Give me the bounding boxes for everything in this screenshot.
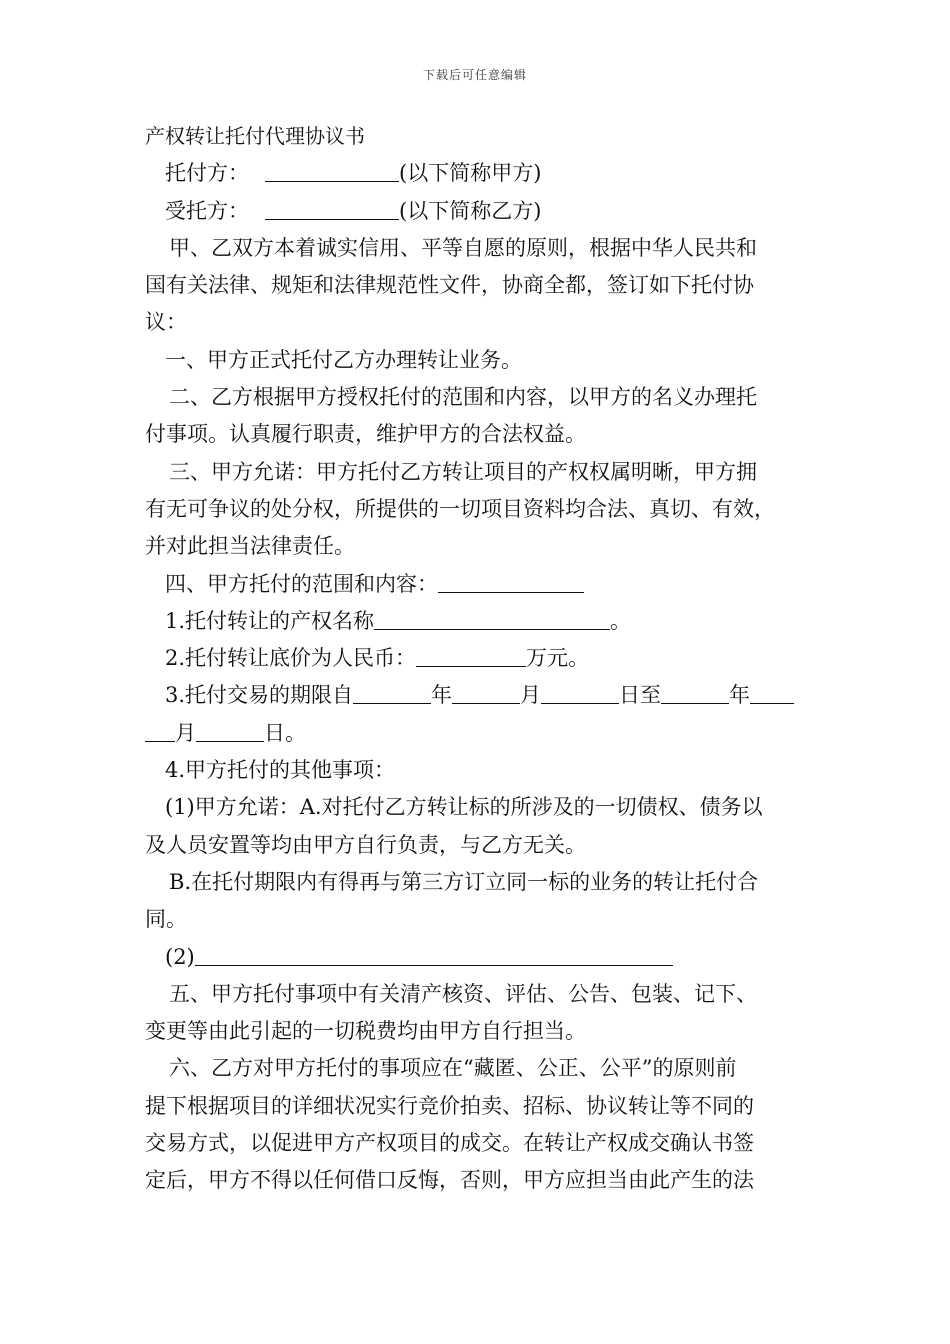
party-a-line — [145, 155, 835, 192]
day-2-label: 日。 — [264, 720, 306, 745]
sub-2-blank — [195, 943, 673, 966]
item-2-blank — [416, 644, 526, 667]
year-label: 年 — [431, 683, 453, 708]
item-2-end: 万元。 — [526, 646, 590, 671]
month-2-blank-end — [145, 719, 175, 742]
sub-1b-line: 同。 — [145, 907, 187, 932]
clause-6-line: 定后，甲方不得以任何借口反悔，否则，甲方应担当由此产生的法 — [145, 1168, 754, 1193]
month-label: 月 — [520, 683, 542, 708]
clause-6-line: 提下根据项目的详细状况实行竞价拍卖、招标、协议转让等不同的 — [145, 1093, 754, 1118]
sub-2-line — [145, 939, 835, 976]
sub-2-label: (2) — [165, 944, 195, 969]
item-1-label: 1.托付转让的产权名称 — [165, 608, 375, 633]
item-2-line — [145, 640, 835, 677]
item-4: 4.甲方托付的其他事项： — [165, 758, 396, 783]
clause-3-line: 并对此担当法律责任。 — [145, 534, 355, 559]
day-blank — [541, 681, 619, 704]
clause-5-line: 五、甲方托付事项中有关清产核资、评估、公告、包装、记下、 — [169, 981, 757, 1006]
party-b-suffix: (以下简称乙方) — [399, 198, 542, 223]
document-body — [145, 118, 835, 1200]
intro-line: 议： — [145, 310, 187, 335]
clause-2-line: 付事项。认真履行职责，维护甲方的合法权益。 — [145, 422, 586, 447]
item-1-blank — [374, 607, 610, 630]
day-2-blank — [196, 719, 264, 742]
month-2-blank-start — [750, 681, 794, 704]
header-note: 下载后可任意编辑 — [422, 68, 527, 82]
item-3-line — [145, 677, 835, 714]
clause-4-label: 四、甲方托付的范围和内容： — [165, 571, 438, 596]
clause-4-line — [145, 566, 835, 603]
party-b-line — [145, 193, 835, 230]
clause-6-line: 六、乙方对甲方托付的事项应在“藏匿、公正、公平”的原则前 — [169, 1056, 737, 1081]
month-blank — [452, 681, 520, 704]
intro-line: 甲、乙双方本着诚实信用、平等自愿的原则，根据中华人民共和 — [169, 235, 757, 260]
item-2-label: 2.托付转让底价为人民币： — [165, 646, 417, 671]
clause-5-line: 变更等由此引起的一切税费均由甲方自行担当。 — [145, 1019, 586, 1044]
clause-4-blank — [438, 570, 584, 593]
clause-1: 一、甲方正式托付乙方办理转让业务。 — [165, 347, 522, 372]
clause-3-line: 三、甲方允诺：甲方托付乙方转让项目的产权权属明晰，甲方拥 — [169, 459, 757, 484]
party-b-blank — [265, 197, 399, 220]
item-3-continue-line — [145, 715, 835, 752]
item-3-label: 3.托付交易的期限自 — [165, 683, 354, 708]
party-b-label: 受托方： — [165, 198, 249, 223]
year-2-label: 年 — [729, 683, 751, 708]
clause-2-line: 二、乙方根据甲方授权托付的范围和内容，以甲方的名义办理托 — [169, 385, 757, 410]
month-2-label: 月 — [175, 720, 196, 745]
sub-1b-line: B.在托付期限内有得再与第三方订立同一标的业务的转让托付合 — [169, 869, 759, 894]
party-a-suffix: (以下简称甲方) — [399, 161, 542, 186]
party-a-label: 托付方： — [165, 161, 249, 186]
year-2-blank — [661, 681, 729, 704]
party-a-blank — [265, 159, 399, 182]
sub-1-line: 及人员安置等均由甲方自行负责，与乙方无关。 — [145, 832, 586, 857]
clause-3-line: 有无可争议的处分权，所提供的一切项目资料均合法、真切、有效， — [145, 496, 775, 521]
item-1-end: 。 — [610, 608, 632, 633]
sub-1-line: (1)甲方允诺：A.对托付乙方转让标的所涉及的一切债权、债务以 — [165, 795, 763, 820]
clause-6-line: 交易方式，以促进甲方产权项目的成交。在转让产权成交确认书签 — [145, 1131, 754, 1156]
day-to-label: 日至 — [619, 683, 662, 708]
item-1-line — [145, 603, 835, 640]
document-title: 产权转让托付代理协议书 — [145, 124, 365, 148]
year-blank — [353, 681, 431, 704]
intro-line: 国有关法律、规矩和法律规范性文件，协商全都，签订如下托付协 — [145, 273, 754, 298]
